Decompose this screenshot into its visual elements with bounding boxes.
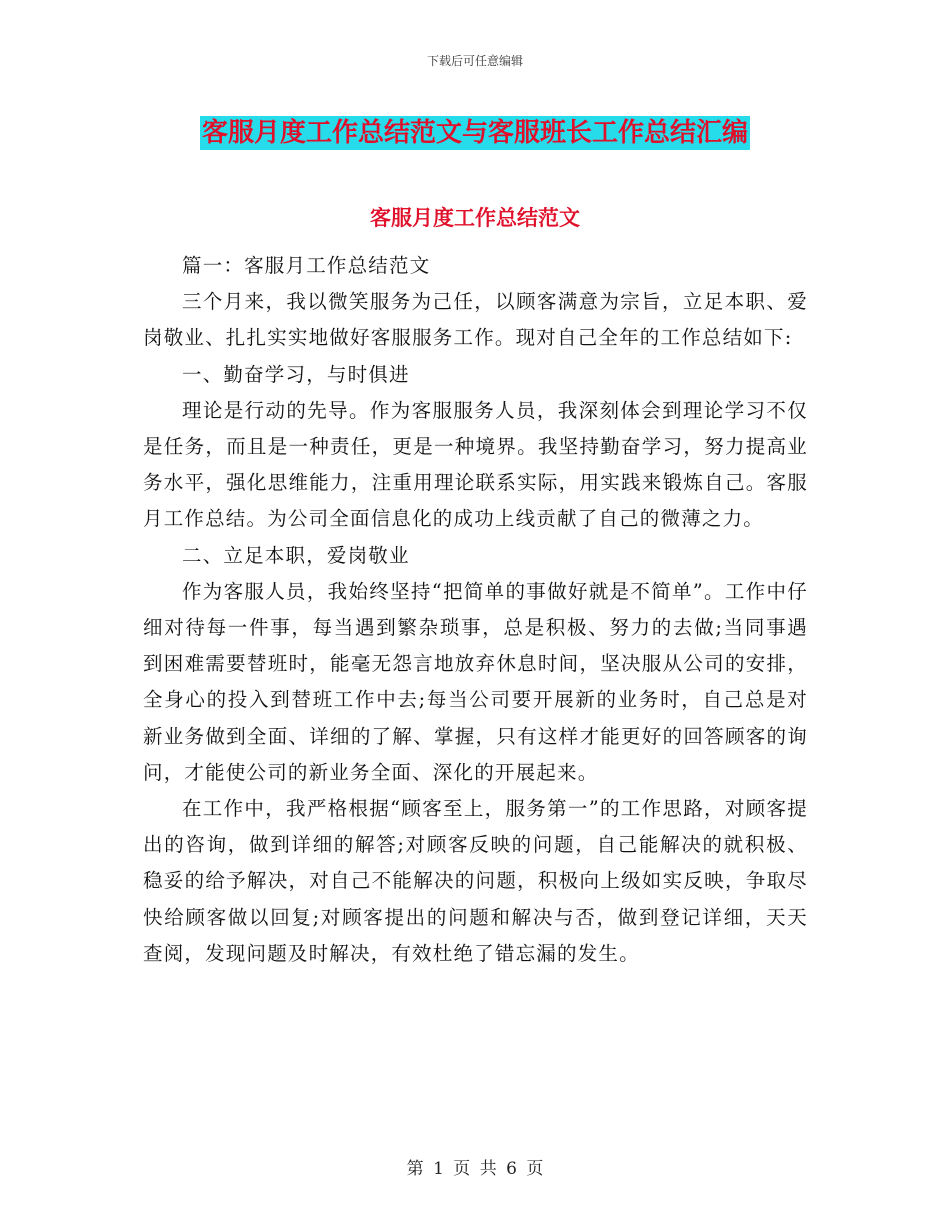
paragraph: 二、立足本职，爱岗敬业 <box>182 543 410 567</box>
paragraph: 一、勤奋学习，与时俱进 <box>182 362 410 386</box>
paragraph: 三个月来，我以微笑服务为己任，以顾客满意为宗旨，立足本职、爱岗敬业、扎扎实实地做好客服服务工作。现对自己全年的工作总结如下: <box>143 290 808 350</box>
document-body <box>143 248 808 972</box>
paragraph: 篇一：客服月工作总结范文 <box>182 254 431 277</box>
paragraph: 作为客服人员，我始终坚持“把简单的事做好就是不简单”。工作中仔细对待每一件事，每当遇到繁杂琐事，总是积极、努力的去做;当同事遇到困难需要替班时，能毫无怨言地放弃休息时间，坚决服从公司的安排，全身心的投入到替班工作中去;每当公司要开展新的业务时，自己总是对新业务做到全面、详细的了解、掌握，只有这样才能更好的回答顾客的询问，才能使公司的新业务全面、深化的开展起来。 <box>143 579 808 784</box>
document-title <box>0 112 950 149</box>
document-title-text: 客服月度工作总结范文与客服班长工作总结汇编 <box>201 118 748 148</box>
paragraph: 理论是行动的先导。作为客服服务人员，我深刻体会到理论学习不仅是任务，而且是一种责任，更是一种境界。我坚持勤奋学习，努力提高业务水平，强化思维能力，注重用理论联系实际，用实践来锻炼自己。客服月工作总结。为公司全面信息化的成功上线贡献了自己的微薄之力。 <box>143 398 808 531</box>
header-note: 下载后可任意编辑 <box>426 54 523 68</box>
page-number: 第 1 页 共 6 页 <box>406 1159 544 1179</box>
section-title: 客服月度工作总结范文 <box>370 206 580 230</box>
paragraph: 在工作中，我严格根据“顾客至上，服务第一”的工作思路，对顾客提出的咨询，做到详细的解答;对顾客反映的问题，自己能解决的就积极、稳妥的给予解决，对自己不能解决的问题，积极向上级如实反映，争取尽快给顾客做以回复;对顾客提出的问题和解决与否，做到登记详细，天天查阅，发现问题及时解决，有效杜绝了错忘漏的发生。 <box>143 797 808 965</box>
